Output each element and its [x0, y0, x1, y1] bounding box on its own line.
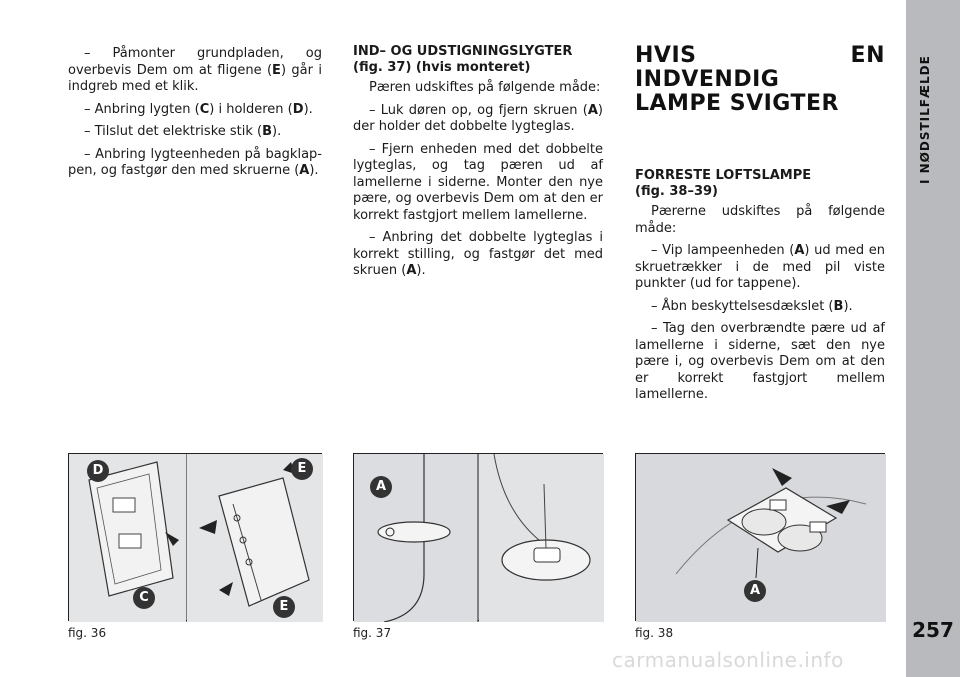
paragraph — [68, 46, 322, 96]
figure-37 — [353, 453, 603, 621]
reference-letter: A — [794, 243, 805, 258]
paragraph-text: – Fjern enheden med det dobbelte lygteglas, og tag pæren ud af lamellerne i siderne. Monter den nye pære, og overbevis Dem om at den er korrekt fastgjort mellem lamellerne. — [353, 141, 603, 223]
paragraph — [68, 124, 322, 141]
paragraph-text: – Påmonter grundpladen, og overbevis Dem om at fligene ( — [68, 46, 322, 78]
paragraph-text: – Anbring lygteenheden på bagklappen, og fastgør den med skruerne ( — [68, 146, 322, 178]
column-2 — [353, 44, 603, 286]
paragraph-text: ) går i indgreb med et klik. — [68, 62, 322, 94]
page-number: 257 — [912, 618, 954, 642]
paragraph-text: – Luk døren op, og fjern skruen ( — [369, 102, 588, 118]
paragraph-text: – Anbring lygten ( — [84, 101, 200, 117]
figure-label-e: E — [291, 458, 313, 480]
section-title: I NØDSTILFÆLDE — [918, 55, 932, 184]
paragraph — [635, 321, 885, 404]
paragraph — [353, 230, 603, 280]
figure-36 — [68, 453, 322, 621]
figure-label-e: E — [273, 596, 295, 618]
figure-38 — [635, 453, 885, 621]
paragraph-text: ) i holderen ( — [209, 101, 293, 117]
paragraph — [635, 243, 885, 293]
column-3 — [635, 44, 885, 410]
reference-letter: A — [406, 263, 417, 278]
figure-label-d: D — [87, 460, 109, 482]
reference-letter: A — [587, 102, 598, 118]
paragraph-text: Pærerne udskiftes på følgende måde: — [635, 204, 885, 236]
column-1 — [68, 46, 322, 186]
paragraph-text: ) der holder det dobbelte lygteglas. — [353, 102, 603, 134]
paragraph — [68, 147, 322, 180]
paragraph-text: ) ud med en skruetrækker i de med pil viste punkter (ud for tappene). — [635, 243, 885, 291]
reference-letter: B — [833, 298, 844, 314]
figure-label-a: A — [370, 476, 392, 498]
figure-37-illustration — [354, 454, 604, 622]
paragraph-text: ). — [416, 263, 426, 278]
reference-letter: B — [262, 124, 273, 139]
paragraph-text: ). — [309, 163, 319, 178]
column-2-body — [353, 80, 603, 280]
reference-letter: C — [199, 101, 210, 117]
figure-label-c: C — [133, 587, 155, 609]
reference-letter: A — [299, 163, 310, 178]
figure-36-caption: fig. 36 — [68, 626, 107, 640]
paragraph — [353, 103, 603, 136]
figure-label-a: A — [744, 580, 766, 602]
paragraph-text: – Anbring det dobbelte lygteglas i korrekt stilling, og fastgør det med skruen ( — [353, 230, 603, 278]
paragraph-text: Pæren udskiftes på følgende måde: — [369, 80, 601, 95]
section-heading: FORRESTE LOFTSLAMPE (fig. 38–39) — [635, 168, 812, 199]
paragraph — [353, 80, 603, 97]
figure-37-caption: fig. 37 — [353, 626, 392, 640]
chapter-title: HVIS EN INDVENDIG LAMPE SVIGTER — [635, 43, 885, 116]
paragraph — [68, 102, 322, 119]
paragraph-text: ). — [272, 124, 282, 139]
paragraph-text: – Vip lampeenheden ( — [651, 243, 795, 258]
paragraph-text: ). — [843, 298, 853, 314]
paragraph — [353, 142, 603, 225]
paragraph-text: – Tilslut det elektriske stik ( — [84, 124, 263, 139]
reference-letter: E — [272, 62, 281, 78]
reference-letter: D — [292, 101, 304, 117]
column-3-body — [635, 204, 885, 404]
paragraph-text: ). — [303, 101, 313, 117]
paragraph-text: – Tag den overbrændte pære ud af lamellerne i siderne, sæt den nye pære i, og overbevis Dem om at den er korrekt fastgjort mellem lamellerne. — [635, 321, 885, 402]
paragraph — [635, 299, 885, 316]
paragraph-text: – Åbn beskyttelsesdækslet ( — [651, 298, 834, 314]
section-heading: IND– OG UDSTIGNINGSLYGTER (fig. 37) (hvis monteret) — [353, 44, 573, 75]
figure-38-caption: fig. 38 — [635, 626, 674, 640]
watermark: carmanualsonline.info — [612, 648, 844, 672]
paragraph — [635, 204, 885, 237]
